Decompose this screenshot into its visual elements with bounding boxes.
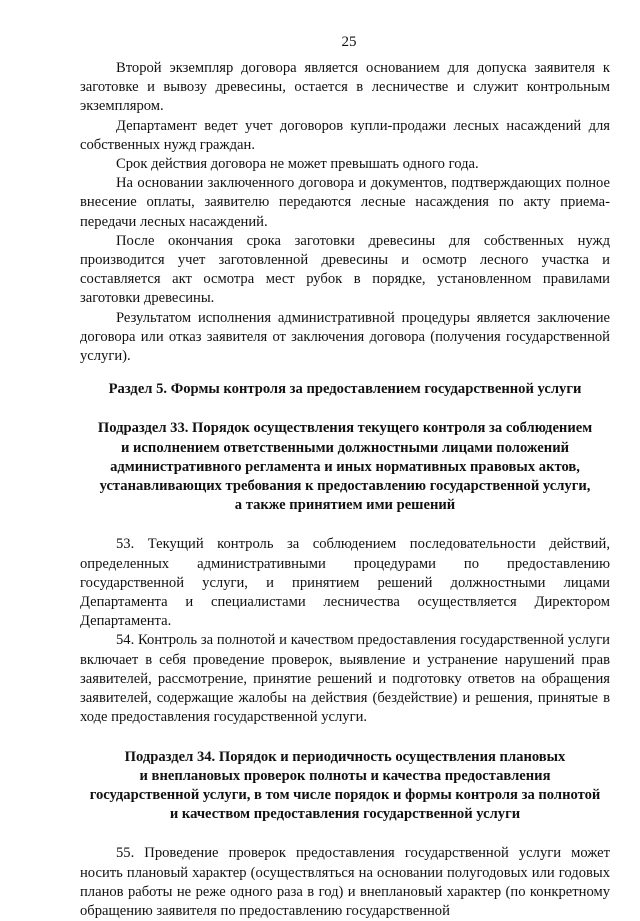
clause-53: 53. Текущий контроль за соблюдением последовательности действий, определенных административными процедурами по предоставлению государственной услуги, и принятием решений должностными лицами Департамента и специалистами лесничества осуществляется Директором Департамента.	[80, 536, 610, 630]
clause-54: 54. Контроль за полнотой и качеством предоставления государственной услуги включает в себя проведение проверок, выявление и устранение нарушений прав заявителей, рассмотрение, принятие решений и подготовку ответов на обращения заявителей, содержащие жалобы на действия (бездействие) и решения, принятые в ходе предоставления государственной услуги.	[80, 632, 610, 726]
paragraph: После окончания срока заготовки древесины для собственных нужд производится учет заготовленной древесины и осмотр лесного участка и составляется акт осмотра мест рубок в порядке, установленном правилами заготовки древесины.	[80, 232, 610, 307]
paragraph: Департамент ведет учет договоров купли-продажи лесных насаждений для собственных нужд граждан.	[80, 117, 610, 153]
paragraph: На основании заключенного договора и документов, подтверждающих полное внесение оплаты, заявителю передаются лесные насаждения по акту приема-передачи лесных насаждений.	[80, 175, 610, 230]
subsection-33-title-line: а также принятием ими решений	[234, 497, 456, 514]
subsection-34-title-line: государственной услуги, в том числе порядок и формы контроля за полнотой	[89, 786, 601, 803]
subsection-33-title-line: устанавливающих требования к предоставлению государственной услуги,	[99, 478, 591, 495]
clause-55: 55. Проведение проверок предоставления государственной услуги может носить плановый характер (осуществляться на основании полугодовых или годовых планов работы не реже одного раза в год) и внеплановый характер (по конкретному обращению заявителя по предоставлению государственной	[80, 845, 610, 919]
subsection-34-title-line: и качеством предоставления государственной услуги	[169, 806, 521, 823]
paragraph: Результатом исполнения административной процедуры является заключение договора или отказ заявителя от заключения договора (получения государственной услуги).	[80, 309, 610, 365]
subsection-34-title	[80, 748, 610, 825]
subsection-33-title-line: и исполнением ответственными должностными лицами положений	[120, 439, 570, 456]
page-number: 25	[341, 34, 357, 50]
subsection-33-title	[80, 419, 610, 515]
subsection-34-title-line: и внеплановых проверок полноты и качества предоставления	[139, 767, 551, 784]
subsection-33-title-line: Подраздел 33. Порядок осуществления текущего контроля за соблюдением	[97, 420, 593, 437]
paragraph: Срок действия договора не может превышать одного года.	[116, 156, 479, 173]
subsection-34-title-line: Подраздел 34. Порядок и периодичность осуществления плановых	[124, 748, 566, 765]
paragraph: Второй экземпляр договора является основанием для допуска заявителя к заготовке и вывозу древесины, остается в лесничестве и служит контрольным экземпляром.	[80, 60, 610, 115]
section-5-title: Раздел 5. Формы контроля за предоставлением государственной услуги	[108, 381, 582, 398]
subsection-33-title-line: административного регламента и иных нормативных правовых актов,	[110, 458, 580, 475]
